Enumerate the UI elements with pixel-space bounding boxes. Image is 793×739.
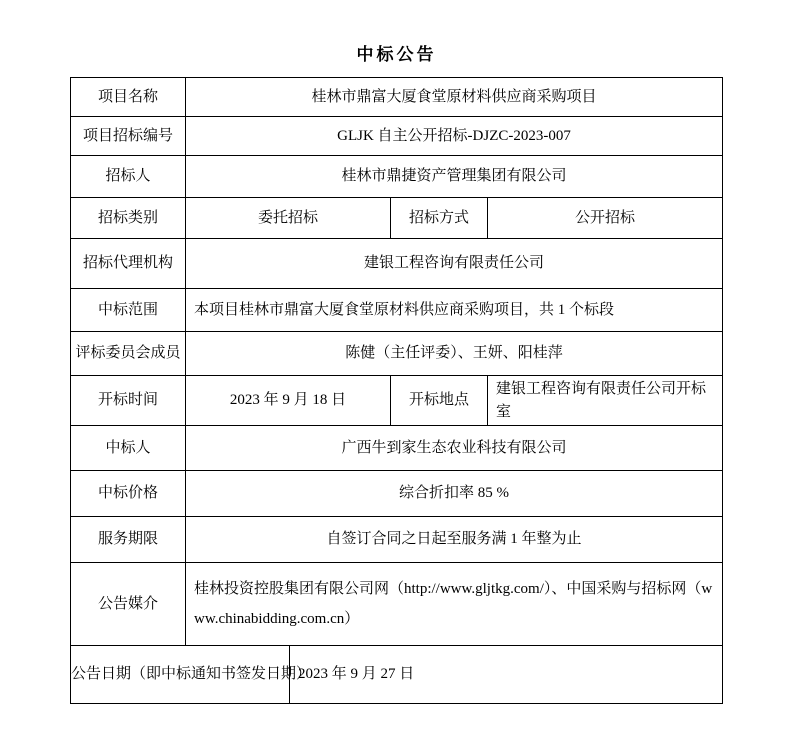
footer-value: 2023 年 9 月 27 日: [290, 646, 723, 704]
table-row-winning-price: [71, 471, 723, 517]
table-row-bid-opening: [71, 376, 723, 426]
table-row-service-period: [71, 517, 723, 563]
row-label: 服务期限: [71, 517, 186, 563]
row-value: 自签订合同之日起至服务满 1 年整为止: [186, 517, 723, 563]
footer-label: 公告日期（即中标通知书签发日期）: [71, 646, 290, 704]
table-row-winner: [71, 426, 723, 471]
row-value: 桂林市鼎捷资产管理集团有限公司: [186, 156, 723, 198]
table-row-announcement-media: [71, 563, 723, 646]
table-row-announcement-date: [71, 646, 723, 704]
row-label: 招标人: [71, 156, 186, 198]
announcement-table: [70, 77, 723, 646]
table-row-tenderer: [71, 156, 723, 198]
row-label-secondary: 开标地点: [391, 376, 488, 426]
row-value: 委托招标: [186, 198, 391, 239]
row-value-secondary: 建银工程咨询有限责任公司开标室: [488, 376, 723, 426]
table-row-tender-agency: [71, 239, 723, 289]
row-label: 项目名称: [71, 78, 186, 117]
table-row-bid-scope: [71, 289, 723, 332]
row-label: 项目招标编号: [71, 117, 186, 156]
row-label: 中标人: [71, 426, 186, 471]
row-label: 开标时间: [71, 376, 186, 426]
announcement-footer-table: [70, 645, 723, 704]
table-row-project-name: [71, 78, 723, 117]
row-value: 桂林市鼎富大厦食堂原材料供应商采购项目: [186, 78, 723, 117]
row-label-secondary: 招标方式: [391, 198, 488, 239]
row-label: 中标价格: [71, 471, 186, 517]
row-value: 建银工程咨询有限责任公司: [186, 239, 723, 289]
row-value-secondary: 公开招标: [488, 198, 723, 239]
row-label: 招标类别: [71, 198, 186, 239]
announcement-table-wrapper: [70, 77, 722, 704]
row-label: 招标代理机构: [71, 239, 186, 289]
row-value: 广西牛到家生态农业科技有限公司: [186, 426, 723, 471]
table-row-tender-category: [71, 198, 723, 239]
row-value: 陈健（主任评委）、王妍、阳桂萍: [186, 332, 723, 376]
row-value: 综合折扣率 85 %: [186, 471, 723, 517]
page-title: 中标公告: [356, 45, 437, 64]
row-value: 本项目桂林市鼎富大厦食堂原材料供应商采购项目，共 1 个标段: [186, 289, 723, 332]
row-label: 公告媒介: [71, 563, 186, 646]
row-value: 桂林投资控股集团有限公司网（http://www.gljtkg.com/）、中国采购与招标网（www.chinabidding.com.cn）: [186, 563, 723, 646]
row-label: 评标委员会成员: [71, 332, 186, 376]
row-value: 2023 年 9 月 18 日: [186, 376, 391, 426]
table-row-tender-number: [71, 117, 723, 156]
table-row-evaluation-committee: [71, 332, 723, 376]
row-value: GLJK 自主公开招标-DJZC-2023-007: [186, 117, 723, 156]
row-label: 中标范围: [71, 289, 186, 332]
